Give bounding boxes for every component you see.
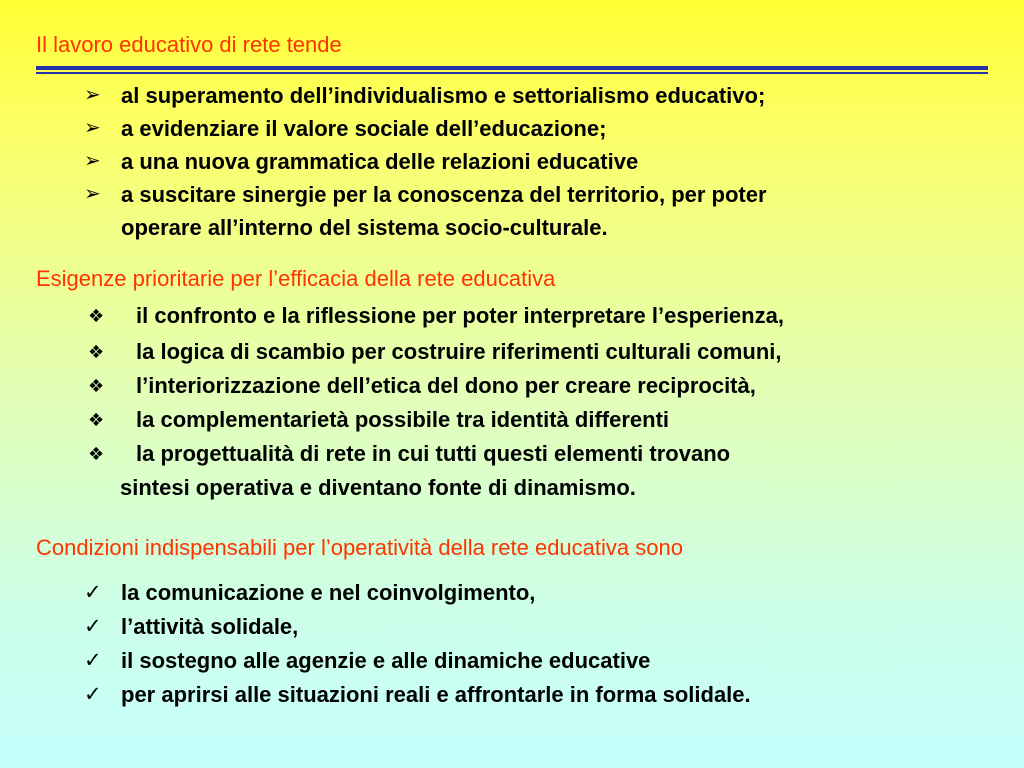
list-item-text-line2: operare all’interno del sistema socio-culturale. (121, 215, 608, 240)
list-item (84, 335, 784, 369)
divider-thick-line (36, 66, 988, 70)
slide-title: Il lavoro educativo di rete tende (36, 32, 342, 57)
list-item (84, 145, 767, 178)
list-item (84, 437, 784, 505)
divider-thin-line (36, 72, 988, 74)
list-item-text: a una nuova grammatica delle relazioni educative (121, 149, 639, 174)
list-item-text: la complementarietà possibile tra identità differenti (136, 407, 670, 432)
section2-list (84, 299, 784, 505)
arrowhead-bullet-icon: ➢ (84, 183, 101, 205)
checkmark-bullet-icon: ✓ (84, 581, 102, 604)
list-item (84, 610, 751, 644)
list-item (84, 369, 784, 403)
list-item-text: a evidenziare il valore sociale dell’educazione; (121, 116, 607, 141)
arrowhead-bullet-icon: ➢ (84, 117, 101, 139)
diamond-bullet-icon: ❖ (88, 376, 105, 396)
list-item-text: il confronto e la riflessione per poter interpretare l’esperienza, (136, 303, 784, 328)
section3-heading: Condizioni indispensabili per l’operatività della rete educativa sono (36, 535, 683, 560)
diamond-bullet-icon: ❖ (88, 342, 105, 362)
list-item (84, 299, 784, 333)
list-item-text: per aprirsi alle situazioni reali e affrontarle in forma solidale. (121, 682, 751, 707)
diamond-bullet-icon: ❖ (88, 444, 105, 464)
list-item-text-line1: la progettualità di rete in cui tutti questi elementi trovano (136, 441, 731, 466)
section2-heading: Esigenze prioritarie per l’efficacia della rete educativa (36, 266, 556, 291)
arrowhead-bullet-icon: ➢ (84, 84, 101, 106)
list-item-text: la logica di scambio per costruire riferimenti culturali comuni, (136, 339, 782, 364)
list-item (84, 112, 767, 145)
checkmark-bullet-icon: ✓ (84, 615, 102, 638)
list-item (84, 576, 751, 610)
list-item-text: il sostegno alle agenzie e alle dinamiche educative (121, 648, 651, 673)
list-item-text: l’attività solidale, (121, 614, 299, 639)
list-item (84, 79, 767, 112)
arrowhead-bullet-icon: ➢ (84, 150, 101, 172)
checkmark-bullet-icon: ✓ (84, 649, 102, 672)
list-item (84, 403, 784, 437)
list-item (84, 178, 767, 244)
diamond-bullet-icon: ❖ (88, 410, 105, 430)
title-divider (36, 66, 988, 74)
checkmark-bullet-icon: ✓ (84, 683, 102, 706)
list-item-text: al superamento dell’individualismo e settorialismo educativo; (121, 83, 766, 108)
list-item-text-line2: sintesi operativa e diventano fonte di dinamismo. (120, 475, 636, 500)
list-item-text: l’interiorizzazione dell’etica del dono per creare reciprocità, (136, 373, 756, 398)
list-item-text-line1: a suscitare sinergie per la conoscenza del territorio, per poter (121, 182, 767, 207)
section1-list (84, 79, 767, 244)
list-item (84, 644, 751, 678)
list-item-text: la comunicazione e nel coinvolgimento, (121, 580, 536, 605)
list-item (84, 678, 751, 712)
section3-list (84, 576, 751, 712)
diamond-bullet-icon: ❖ (88, 306, 105, 326)
